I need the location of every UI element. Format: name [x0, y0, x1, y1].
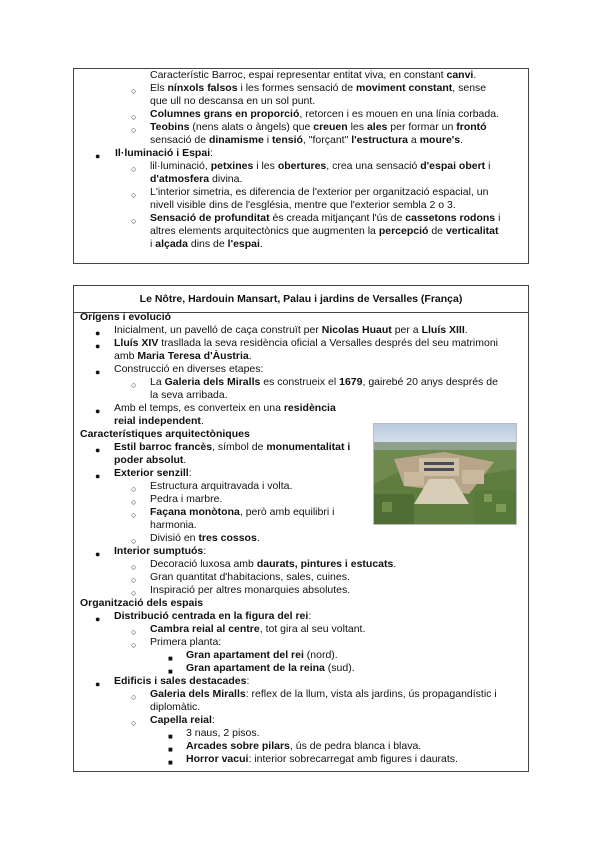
- text: Estructura arquitravada i volta.: [150, 480, 293, 492]
- text: .: [259, 238, 263, 250]
- bold-text: creuen: [313, 121, 348, 133]
- versalles-text-line: [150, 532, 260, 545]
- bold-text: Galeria dels Miralls: [164, 376, 261, 388]
- versalles-text-line: [80, 311, 171, 324]
- barroc-text-line: [150, 238, 263, 251]
- text: diplomàtic.: [150, 701, 201, 713]
- bold-text: monumentalitat i: [266, 441, 351, 453]
- text: divina.: [209, 173, 243, 185]
- text: a: [408, 134, 420, 146]
- square-bullet-icon: ■: [168, 732, 173, 741]
- bold-text: reial independent: [114, 415, 201, 427]
- text: per a: [391, 324, 422, 336]
- text: i: [150, 238, 156, 250]
- versalles-text-line: [150, 571, 350, 584]
- barroc-text-line: [150, 225, 498, 238]
- text: :: [211, 714, 215, 726]
- text: , ús de pedra blanca i blava.: [289, 740, 422, 752]
- versalles-text-line: [150, 480, 292, 493]
- sub-bullet-icon: ○: [131, 112, 137, 122]
- text: i les: [253, 160, 278, 172]
- text: Característic Barroc, espai representar entitat viva, en constant: [150, 69, 447, 81]
- versalles-text-line: [114, 350, 252, 363]
- text: .: [183, 454, 187, 466]
- bold-text: Estil barroc francès: [114, 441, 213, 453]
- text: Decoració luxosa amb: [150, 558, 257, 570]
- bold-text: Distribució centrada en la figura del rei: [114, 610, 309, 622]
- bold-text: cassetons rodons: [405, 212, 496, 224]
- versalles-text-line: [114, 441, 350, 454]
- bullet-icon: ●: [95, 679, 101, 689]
- bold-text: Lluís XIII: [421, 324, 465, 336]
- text: harmonia.: [150, 519, 197, 531]
- text: altres elements arquitectònics que augmenten la: [150, 225, 379, 237]
- barroc-text-line: [150, 160, 490, 173]
- text: , crea una sensació: [326, 160, 421, 172]
- barroc-text-line: [150, 173, 242, 186]
- bold-text: tensió: [272, 134, 303, 146]
- text: Inicialment, un pavelló de caça construït per: [114, 324, 322, 336]
- text: que ull no descansa en un sol punt.: [150, 95, 316, 107]
- bold-text: Maria Teresa d'Àustria: [137, 350, 249, 362]
- text: .: [473, 69, 477, 81]
- text: .: [460, 134, 464, 146]
- bold-text: Exterior senzill: [114, 467, 189, 479]
- versalles-text-line: [80, 597, 203, 610]
- text: és creada mitjançant l'ús de: [269, 212, 406, 224]
- section-title: Le Nôtre, Hardouin Mansart, Palau i jardins de Versalles (França): [74, 286, 528, 313]
- versalles-text-line: [150, 558, 396, 571]
- text: la seva arribada.: [150, 389, 228, 401]
- bold-text: Arcades sobre pilars: [186, 740, 290, 752]
- versalles-text-line: [114, 363, 263, 376]
- bold-text: Lluís XIV: [114, 337, 159, 349]
- text: trasllada la seva residència oficial a Versalles després del seu matrimoni: [158, 337, 499, 349]
- text: , tot gira al seu voltant.: [259, 623, 366, 635]
- sub-bullet-icon: ○: [131, 497, 137, 507]
- bullet-icon: ●: [95, 341, 101, 351]
- bold-text: Característiques arquitectòniques: [80, 428, 250, 440]
- sub-bullet-icon: ○: [131, 536, 137, 546]
- bold-text: verticalitat: [445, 225, 499, 237]
- versalles-text-line: [150, 584, 350, 597]
- versalles-text-line: [186, 740, 421, 753]
- versalles-text-line: [186, 662, 355, 675]
- sub-bullet-icon: ○: [131, 562, 137, 572]
- bullet-icon: ●: [95, 328, 101, 338]
- square-bullet-icon: ■: [168, 758, 173, 767]
- text: : reflex de la llum, vista als jardins, ús propagandístic i: [245, 688, 497, 700]
- text: .: [200, 415, 204, 427]
- bold-text: petxines: [210, 160, 254, 172]
- text: :: [308, 610, 312, 622]
- text: i les formes sensació de: [237, 82, 357, 94]
- bold-text: nínxols falsos: [167, 82, 238, 94]
- barroc-text-line: [150, 134, 463, 147]
- bold-text: daurats, pintures i estucats: [256, 558, 394, 570]
- text: Primera planta:: [150, 636, 222, 648]
- barroc-text-line: [150, 199, 456, 212]
- versalles-text-line: [114, 415, 204, 428]
- text: dins de: [187, 238, 228, 250]
- bold-text: Horror vacui: [186, 753, 249, 765]
- text: les: [347, 121, 367, 133]
- barroc-text-line: [150, 69, 476, 82]
- sub-bullet-icon: ○: [131, 190, 137, 200]
- barroc-text-line: [115, 147, 213, 160]
- barroc-text-line: [150, 212, 500, 225]
- text: Gran quantitat d'habitacions, sales, cuines.: [150, 571, 350, 583]
- versalles-text-line: [186, 753, 458, 766]
- bold-text: tres cossos: [198, 532, 257, 544]
- versalles-text-line: [80, 428, 250, 441]
- text: Inspiració per altres monarquies absolutes.: [150, 584, 351, 596]
- bold-text: Orígens i evolució: [80, 311, 172, 323]
- barroc-text-line: [150, 95, 315, 108]
- text: lil·luminació,: [150, 160, 211, 172]
- sub-bullet-icon: ○: [131, 640, 137, 650]
- versalles-text-line: [150, 493, 222, 506]
- bold-text: l'estructura: [351, 134, 408, 146]
- sub-bullet-icon: ○: [131, 216, 137, 226]
- bold-text: Gran apartament del rei: [186, 649, 304, 661]
- versalles-text-line: [186, 727, 260, 740]
- bold-text: d'espai obert: [420, 160, 486, 172]
- text: :: [203, 545, 207, 557]
- text: sensació de: [150, 134, 209, 146]
- bullet-icon: ●: [95, 471, 101, 481]
- sub-bullet-icon: ○: [131, 510, 137, 520]
- sub-bullet-icon: ○: [131, 627, 137, 637]
- text: : interior sobrecarregat amb figures i daurats.: [248, 753, 458, 765]
- sub-bullet-icon: ○: [131, 718, 137, 728]
- bullet-icon: ●: [95, 367, 101, 377]
- square-bullet-icon: ■: [168, 745, 173, 754]
- text: , però amb equilibri i: [239, 506, 335, 518]
- text: .: [464, 324, 468, 336]
- versalles-text-line: [150, 636, 221, 649]
- bold-text: residència: [283, 402, 336, 414]
- sub-bullet-icon: ○: [131, 86, 137, 96]
- bold-text: canvi: [446, 69, 474, 81]
- text: , retorcen i es mouen en una línia corbada.: [299, 108, 499, 120]
- versalles-text-line: [150, 519, 197, 532]
- versalles-text-line: [150, 506, 334, 519]
- bold-text: Il·luminació i Espai: [115, 147, 211, 159]
- bold-text: poder absolut: [114, 454, 184, 466]
- barroc-text-line: [150, 186, 488, 199]
- text: , sense: [452, 82, 487, 94]
- text: (nord).: [303, 649, 338, 661]
- bullet-icon: ●: [95, 445, 101, 455]
- text: amb: [114, 350, 138, 362]
- text: L'interior simetria, es diferencia de l'exterior per organització espacial, un: [150, 186, 489, 198]
- sub-bullet-icon: ○: [131, 125, 137, 135]
- bold-text: Capella reial: [150, 714, 212, 726]
- bold-text: Cambra reial al centre: [150, 623, 260, 635]
- text: Pedra i marbre.: [150, 493, 223, 505]
- bold-text: percepció: [378, 225, 429, 237]
- square-bullet-icon: ■: [168, 654, 173, 663]
- text: es construeix el: [260, 376, 340, 388]
- bold-text: Teobins: [150, 121, 190, 133]
- versalles-text-line: [150, 714, 215, 727]
- bold-text: ales: [366, 121, 388, 133]
- sub-bullet-icon: ○: [131, 588, 137, 598]
- text: (sud).: [324, 662, 355, 674]
- text: i: [485, 160, 491, 172]
- bullet-icon: ●: [95, 151, 101, 161]
- bold-text: Interior sumptuós: [114, 545, 204, 557]
- bold-text: Nicolas Huaut: [321, 324, 392, 336]
- bold-text: Gran apartament de la reina: [186, 662, 325, 674]
- text: .: [393, 558, 397, 570]
- bold-text: dinamisme: [208, 134, 264, 146]
- bold-text: d'atmosfera: [150, 173, 210, 185]
- text: Divisió en: [150, 532, 199, 544]
- versalles-text-line: [114, 402, 336, 415]
- versalles-text-line: [150, 389, 228, 402]
- bold-text: Sensació de profunditat: [150, 212, 270, 224]
- bold-text: 1679: [339, 376, 363, 388]
- bold-text: Edificis i sales destacades: [114, 675, 247, 687]
- sub-bullet-icon: ○: [131, 575, 137, 585]
- text: .: [248, 350, 252, 362]
- versalles-text-line: [186, 649, 338, 662]
- bold-text: obertures: [277, 160, 327, 172]
- bold-text: Façana monòtona: [150, 506, 240, 518]
- bullet-icon: ●: [95, 406, 101, 416]
- bullet-icon: ●: [95, 614, 101, 624]
- versalles-text-line: [150, 623, 365, 636]
- bold-text: moure's: [419, 134, 461, 146]
- bold-text: moviment constant: [356, 82, 453, 94]
- barroc-text-line: [150, 121, 487, 134]
- text: , gairebé 20 anys després de: [362, 376, 498, 388]
- versalles-text-line: [114, 467, 192, 480]
- versalles-text-line: [150, 688, 497, 701]
- bold-text: alçada: [155, 238, 188, 250]
- versalles-text-line: [114, 454, 186, 467]
- text: Els: [150, 82, 168, 94]
- sub-bullet-icon: ○: [131, 164, 137, 174]
- text: per formar un: [387, 121, 457, 133]
- text: i: [495, 212, 501, 224]
- text: (nens alats o àngels) que: [189, 121, 314, 133]
- barroc-text-line: [150, 108, 499, 121]
- text: :: [210, 147, 214, 159]
- text: , "forçant": [302, 134, 352, 146]
- bold-text: l'espai: [227, 238, 260, 250]
- text: i: [263, 134, 272, 146]
- sub-bullet-icon: ○: [131, 484, 137, 494]
- versalles-text-line: [114, 337, 498, 350]
- bold-text: frontó: [456, 121, 487, 133]
- versalles-text-line: [150, 376, 498, 389]
- text: La: [150, 376, 165, 388]
- text: , símbol de: [212, 441, 267, 453]
- sub-bullet-icon: ○: [131, 692, 137, 702]
- text: :: [246, 675, 250, 687]
- text: Amb el temps, es converteix en una: [114, 402, 284, 414]
- versalles-text-line: [114, 324, 468, 337]
- square-bullet-icon: ■: [168, 667, 173, 676]
- versailles-aerial-photo: [373, 423, 517, 525]
- versalles-text-line: [114, 545, 206, 558]
- bullet-icon: ●: [95, 549, 101, 559]
- text: :: [188, 467, 192, 479]
- text: de: [428, 225, 446, 237]
- sub-bullet-icon: ○: [131, 380, 137, 390]
- bold-text: Columnes grans en proporció: [150, 108, 300, 120]
- barroc-text-line: [150, 82, 486, 95]
- versalles-text-line: [150, 701, 200, 714]
- versalles-text-line: [114, 675, 249, 688]
- bold-text: Organització dels espais: [80, 597, 204, 609]
- text: 3 naus, 2 pisos.: [186, 727, 260, 739]
- text: .: [256, 532, 260, 544]
- text: nivell visible dins de l'església, mentre que l'exterior sembla 2 o 3.: [150, 199, 456, 211]
- versalles-text-line: [114, 610, 311, 623]
- bold-text: Galeria dels Miralls: [150, 688, 246, 700]
- text: Construcció en diverses etapes:: [114, 363, 264, 375]
